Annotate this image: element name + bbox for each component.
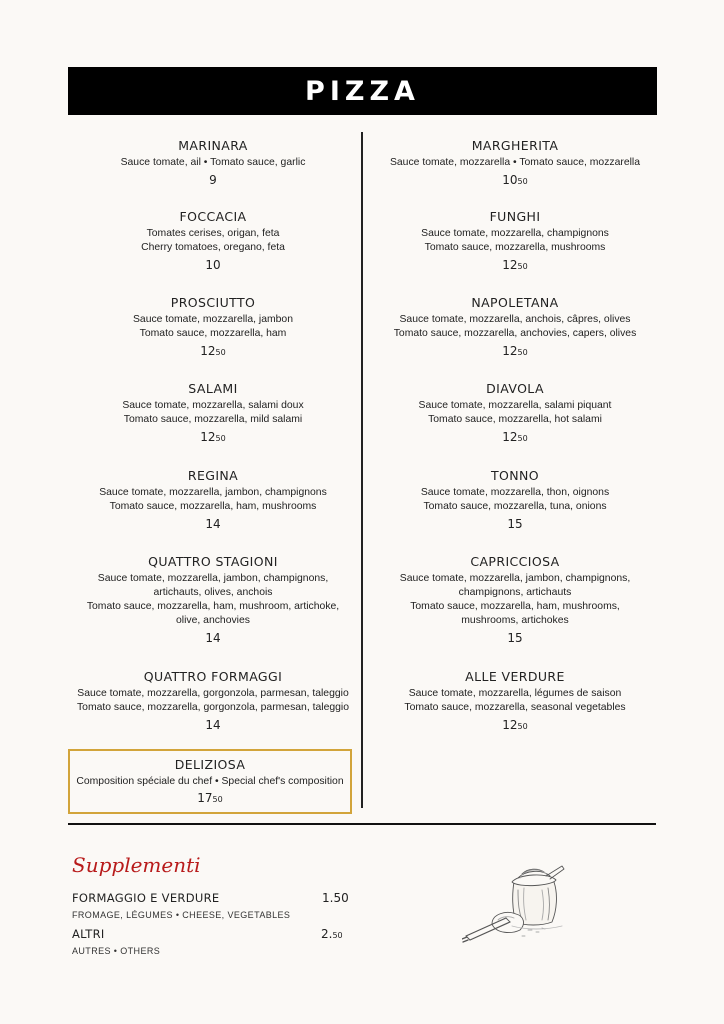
menu-item-price — [365, 718, 665, 732]
menu-item-description — [63, 399, 363, 427]
menu-item — [63, 669, 363, 732]
menu-item-name: REGINA — [187, 468, 239, 483]
menu-item-description-line: Tomato sauce, mozzarella, ham, mushrooms, — [410, 601, 620, 612]
menu-item-price — [63, 718, 363, 732]
menu-item-price-main: 12 — [200, 344, 216, 358]
menu-item-description-line: mushrooms, artichokes — [461, 615, 569, 626]
menu-item-description-line: olive, anchovies — [176, 615, 250, 626]
menu-item-description-line: Sauce tomate, mozzarella, jambon, champignons, — [97, 573, 329, 584]
menu-item-price-main: 15 — [507, 517, 523, 531]
menu-item-description — [365, 486, 665, 514]
menu-item-price-cents: 50 — [517, 434, 528, 443]
menu-item-description — [365, 399, 665, 427]
special-item-description: Composition spéciale du chef • Special chef's composition — [76, 776, 344, 787]
menu-item-price-cents: 50 — [517, 262, 528, 271]
menu-item-price — [63, 631, 363, 645]
menu-item-description-line: Sauce tomate, mozzarella, légumes de saison — [408, 688, 622, 699]
menu-item-price — [365, 258, 665, 272]
menu-item-description-line: Sauce tomate, mozzarella, salami piquant — [418, 400, 612, 411]
menu-item-name: MARINARA — [178, 138, 248, 153]
menu-item-name: FUNGHI — [489, 209, 541, 224]
menu-item-description-line: Sauce tomate, ail • Tomato sauce, garlic — [120, 157, 306, 168]
menu-item-description-line: Tomato sauce, mozzarella, ham — [139, 328, 287, 339]
menu-item-description-line: Sauce tomate, mozzarella, champignons — [421, 228, 609, 239]
menu-item-name: TONNO — [490, 468, 539, 483]
menu-item-description — [365, 572, 665, 628]
supplement-price — [322, 891, 349, 905]
menu-item-price-main: 10 — [502, 173, 518, 187]
supplement-row — [72, 927, 160, 956]
menu-item-price-cents: 50 — [517, 722, 528, 731]
menu-item-price-main: 12 — [502, 430, 518, 444]
menu-item-price-main: 12 — [502, 344, 518, 358]
special-item-name: DELIZIOSA — [174, 757, 246, 772]
menu-item-price — [63, 258, 363, 272]
menu-item-price-main: 12 — [502, 718, 518, 732]
menu-item-price — [365, 344, 665, 358]
menu-item-description-line: Tomato sauce, mozzarella, hot salami — [428, 414, 602, 425]
menu-item-price — [63, 517, 363, 531]
menu-item-name: FOCCACIA — [179, 209, 247, 224]
menu-item-price — [365, 631, 665, 645]
menu-item-description-line: Tomato sauce, mozzarella, gorgonzola, parmesan, taleggio — [76, 702, 350, 713]
menu-item-price-cents: 50 — [215, 434, 226, 443]
menu-item-description — [63, 313, 363, 341]
menu-item-description — [63, 486, 363, 514]
menu-item — [365, 669, 665, 732]
menu-header — [68, 67, 657, 115]
menu-item — [63, 381, 363, 444]
menu-item-name: CAPRICCIOSA — [470, 554, 560, 569]
menu-item — [365, 138, 665, 187]
special-item-price — [70, 791, 350, 805]
menu-item-description-line: Sauce tomate, mozzarella, jambon, champignons, — [399, 573, 631, 584]
supplement-subtitle: AUTRES • OTHERS — [72, 946, 161, 956]
menu-item-price-cents: 50 — [215, 348, 226, 357]
menu-item-description-line: Sauce tomate, mozzarella, anchois, câpres, olives — [399, 314, 631, 325]
menu-item-name: MARGHERITA — [471, 138, 559, 153]
menu-item-description-line: Tomato sauce, mozzarella, mild salami — [123, 414, 303, 425]
menu-item-description-line: Tomato sauce, mozzarella, mushrooms — [424, 242, 606, 253]
menu-item-name: ALLE VERDURE — [465, 669, 565, 684]
column-divider — [361, 132, 363, 808]
special-item-card — [68, 749, 352, 814]
special-price-main: 17 — [197, 791, 213, 805]
menu-item-price-cents: 50 — [517, 177, 528, 186]
menu-item-description — [365, 156, 665, 170]
menu-item-price-main: 14 — [205, 631, 221, 645]
supplement-name: FORMAGGIO E VERDURE — [72, 891, 220, 905]
menu-item-description-line: Sauce tomate, mozzarella, jambon, champignons — [99, 487, 327, 498]
supplement-price-main: 1.50 — [322, 891, 349, 905]
menu-item-price-main: 9 — [209, 173, 217, 187]
menu-item-description-line: Sauce tomate, mozzarella, gorgonzola, parmesan, taleggio — [77, 688, 349, 699]
special-price-cents: 50 — [212, 795, 223, 804]
supplement-price-main: 2. — [321, 927, 333, 941]
flour-sack-illustration-icon — [462, 860, 574, 944]
menu-item-name: SALAMI — [188, 381, 238, 396]
menu-item-name: PROSCIUTTO — [170, 295, 256, 310]
menu-item-price-main: 14 — [205, 718, 221, 732]
menu-item — [365, 209, 665, 272]
menu-item — [365, 381, 665, 444]
menu-item-description-line: Tomato sauce, mozzarella, anchovies, capers, olives — [393, 328, 637, 339]
supplement-price-cents: 50 — [332, 931, 343, 940]
supplement-price — [321, 927, 343, 941]
menu-item — [63, 468, 363, 531]
menu-item-description-line: Sauce tomate, mozzarella, salami doux — [122, 400, 304, 411]
menu-item — [63, 138, 363, 187]
menu-item-description-line: Tomato sauce, mozzarella, ham, mushrooms — [109, 501, 317, 512]
menu-item-description-line: Tomato sauce, mozzarella, ham, mushroom, artichoke, — [86, 601, 340, 612]
menu-item-name: NAPOLETANA — [471, 295, 559, 310]
menu-item — [365, 554, 665, 645]
menu-title: PIZZA — [305, 75, 420, 107]
menu-item — [365, 468, 665, 531]
menu-item-price — [63, 430, 363, 444]
menu-item-description — [365, 227, 665, 255]
menu-item-price-cents: 50 — [517, 348, 528, 357]
menu-item-name: QUATTRO STAGIONI — [148, 554, 278, 569]
supplement-row — [72, 891, 290, 920]
menu-item-description-line: Tomates cerises, origan, feta — [146, 228, 280, 239]
supplement-name: ALTRI — [72, 927, 105, 941]
menu-item-description-line: Sauce tomate, mozzarella • Tomato sauce, mozzarella — [389, 157, 641, 168]
menu-item-price-main: 14 — [205, 517, 221, 531]
menu-item-description — [63, 687, 363, 715]
menu-item-description — [63, 156, 363, 170]
menu-item-description-line: Tomato sauce, mozzarella, seasonal vegetables — [404, 702, 626, 713]
supplements-title: Supplementi — [72, 853, 201, 877]
menu-item — [63, 209, 363, 272]
supplement-subtitle: FROMAGE, LÉGUMES • CHEESE, VEGETABLES — [72, 910, 291, 920]
menu-item-price — [365, 430, 665, 444]
section-divider — [68, 823, 656, 825]
menu-item-price — [63, 344, 363, 358]
menu-item-description — [63, 227, 363, 255]
menu-item — [63, 554, 363, 645]
menu-item — [365, 295, 665, 358]
menu-item-name: QUATTRO FORMAGGI — [143, 669, 283, 684]
menu-item-price-main: 12 — [502, 258, 518, 272]
menu-item-description — [63, 572, 363, 628]
menu-item-description-line: Tomato sauce, mozzarella, tuna, onions — [423, 501, 607, 512]
menu-item-description — [365, 687, 665, 715]
menu-item — [63, 295, 363, 358]
menu-item-price-main: 10 — [205, 258, 221, 272]
menu-item-price-main: 12 — [200, 430, 216, 444]
menu-item-description-line: champignons, artichauts — [458, 587, 572, 598]
menu-item-description-line: Cherry tomatoes, oregano, feta — [141, 242, 285, 253]
menu-item-description — [365, 313, 665, 341]
menu-item-name: DIAVOLA — [486, 381, 544, 396]
menu-item-price — [365, 173, 665, 187]
menu-item-price — [63, 173, 363, 187]
menu-item-description-line: Sauce tomate, mozzarella, jambon — [133, 314, 293, 325]
menu-item-price — [365, 517, 665, 531]
menu-item-price-main: 15 — [507, 631, 523, 645]
menu-item-description-line: Sauce tomate, mozzarella, thon, oignons — [420, 487, 610, 498]
menu-item-description-line: artichauts, olives, anchois — [153, 587, 273, 598]
